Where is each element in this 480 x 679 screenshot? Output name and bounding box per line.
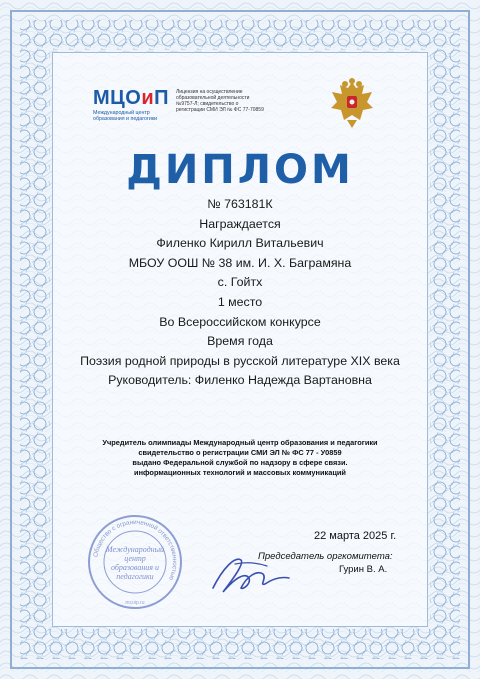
diploma-title: ДИПЛОМ — [126, 147, 354, 193]
founder-info — [75, 438, 405, 478]
logo-subtitle: Международный центр образования и педагогики — [93, 110, 158, 122]
stamp-line-3: образования и — [110, 563, 160, 572]
nomination-label: Поэзия родной природы в русской литературе XIX века — [80, 353, 400, 368]
diploma-number: № 763181К — [207, 197, 273, 211]
contest-title: Время года — [207, 334, 273, 349]
founder-line-4: информационных технологий и массовых коммуникаций — [134, 468, 346, 477]
official-stamp — [85, 512, 185, 612]
logo-wordmark: МЦОиП — [93, 87, 169, 109]
chairman-name: Гурин В. А. — [339, 564, 388, 575]
mcoip-logo — [93, 88, 173, 122]
stamp-line-4: педагогики — [116, 572, 154, 581]
recipient-name: Филенко Кирилл Витальевич — [156, 236, 324, 251]
stamp-line-2: центр — [124, 554, 146, 563]
founder-line-3: выдано Федеральной службой по надзору в сфере связи. — [132, 458, 348, 467]
contest-label: Во Всероссийском конкурсе — [159, 314, 321, 329]
founder-line-2: свидетельство о регистрации СМИ ЭЛ № ФС 77 - У0859 — [138, 448, 342, 457]
chairman-label: Председатель оргкомитета: — [258, 551, 393, 562]
stamp-bottom-text: mcoip.ru — [125, 600, 145, 606]
school-name: МБОУ ООШ № 38 им. И. Х. Баграмяна — [128, 255, 352, 270]
village-name: с. Гойтх — [217, 275, 263, 290]
supervisor-label: Руководитель: Филенко Надежда Вартановна — [108, 373, 372, 388]
license-text: Лицензия на осуществление образовательной деятельности №9757-Л; свидетельство о регистрации СМИ ЭЛ № ФС 77-70859 — [176, 89, 264, 113]
place-label: 1 место — [217, 294, 263, 309]
awarded-label: Награждается — [199, 216, 281, 231]
founder-line-1: Учредитель олимпиады Международный центр образования и педагогики — [102, 438, 378, 447]
russian-coat-of-arms-icon — [327, 78, 377, 130]
award-date: 22 марта 2025 г. — [314, 530, 397, 542]
stamp-line-1: Международный — [105, 545, 165, 554]
award-text — [60, 195, 420, 391]
stamp-ring-text: Общество с ограниченной ответственностью — [92, 518, 179, 582]
